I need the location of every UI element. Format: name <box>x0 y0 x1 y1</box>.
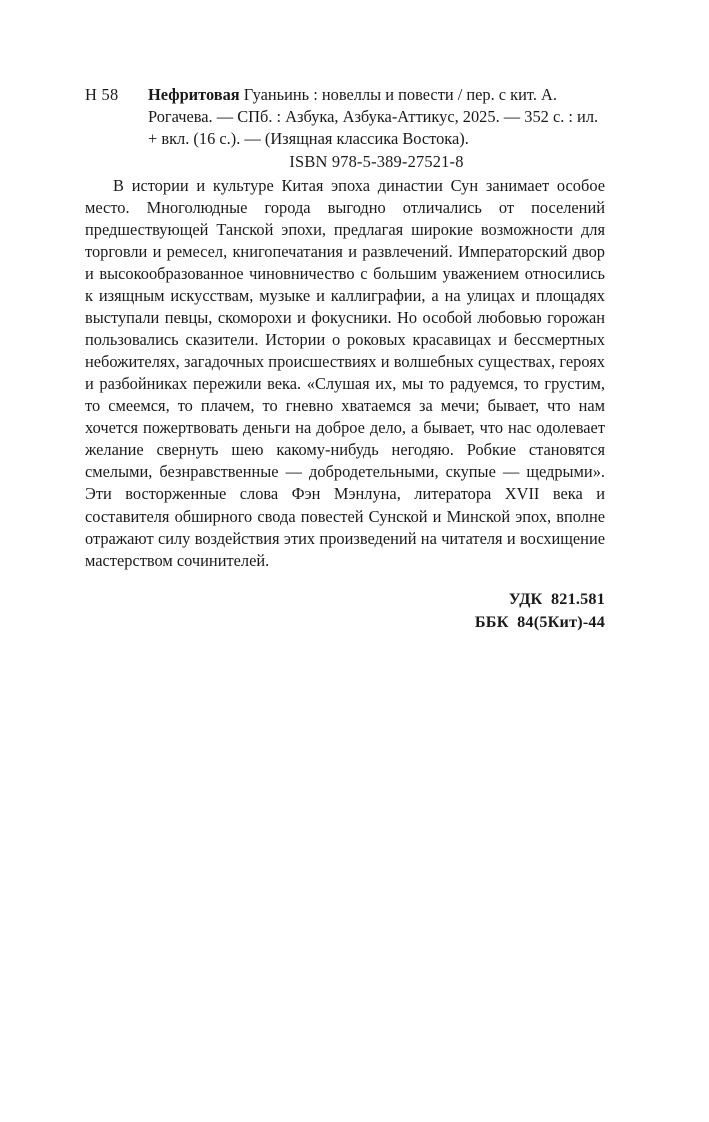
shelf-code: Н 58 <box>85 85 119 104</box>
bibliographic-description <box>148 84 605 150</box>
isbn: ISBN 978-5-389-27521-8 <box>289 151 464 171</box>
page-content <box>85 84 605 634</box>
bibliographic-details: Гуаньинь : новеллы и повести / пер. с кит. А. Рогачева. — СПб. : Азбука, Азбука-Аттикус, 2025. — 352 с. : ил. + вкл. (16 с.). — (Изящная классика Востока). <box>148 85 599 148</box>
annotation-paragraph: В истории и культуре Китая эпоха династии Сун занимает особое место. Многолюдные города выгодно отличались от поселений предшествующей Танской эпохи, предлагая широкие возможности для торговли и ремесел, книгопечатания и развлечений. Императорский двор и высокообразованное чиновничество с большим уважением относились к изящным искусствам, музыке и каллиграфии, а на улицах и площадях выступали певцы, скоморохи и фокусники. Но особой любовью горожан пользовались сказители. Истории о роковых красавицах и бессмертных небожителях, загадочных происшествиях и волшебных существах, героях и разбойниках пережили века. «Слушая их, мы то радуемся, то грустим, то смеемся, то плачем, то гневно хватаемся за мечи; бывает, что нам хочется пожертвовать деньги на доброе дело, а бывает, что нас одолевает желание свернуть шею какому-нибудь негодяю. Робкие становятся смелыми, безнравственные — добродетельными, скупые — щедрыми». Эти восторженные слова Фэн Мэнлуна, литератора XVII века и составителя обширного свода повестей Сунской и Минской эпох, вполне отражают силу воздействия этих произведений на читателя и восхищение мастерством сочинителей. <box>85 175 605 570</box>
udk-code: УДК 821.581 <box>508 589 605 608</box>
cataloguing-in-publication-block <box>85 84 605 173</box>
book-title-bold: Нефритовая <box>148 85 240 104</box>
classification-codes <box>85 588 605 634</box>
bbk-code: ББК 84(5Кит)-44 <box>474 612 605 631</box>
